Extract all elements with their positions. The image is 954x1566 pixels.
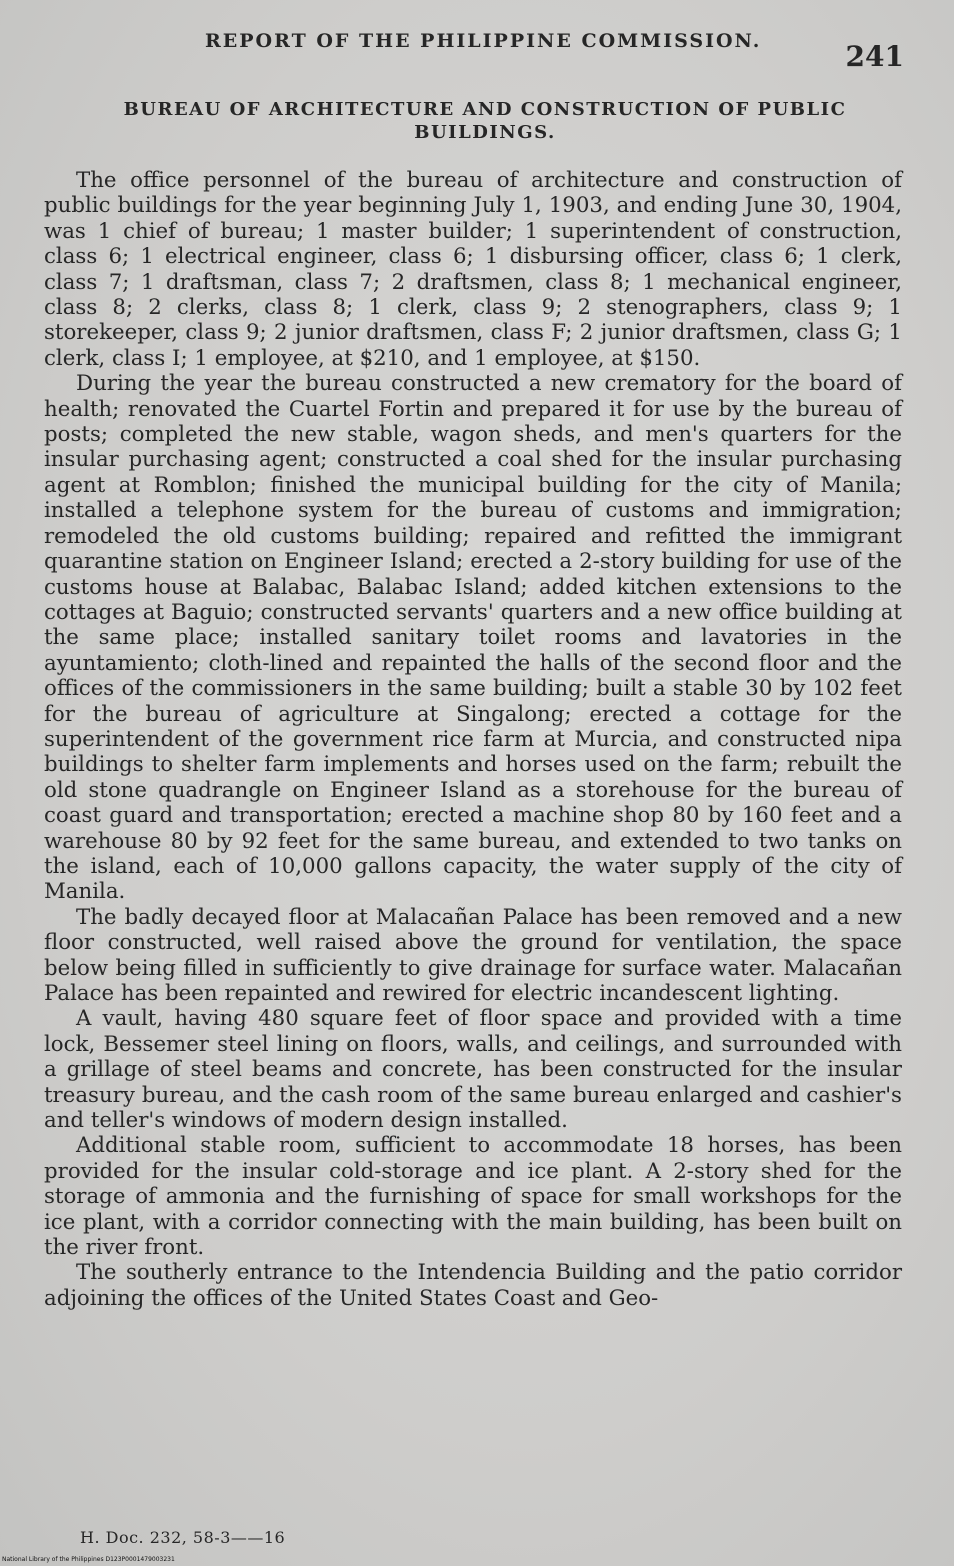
paragraph-intendencia: The southerly entrance to the Intendencia Building and the patio corridor adjoining the offices of the United States Coast and Geo- — [44, 1260, 902, 1311]
document-reference: H. Doc. 232, 58-3——16 — [80, 1528, 286, 1547]
section-title: BUREAU OF ARCHITECTURE AND CONSTRUCTION OF PUBLIC BUILDINGS. — [123, 99, 847, 143]
paragraph-ice-plant: Additional stable room, sufficient to accommodate 18 horses, has been provided for the insular cold-storage and ice plant. A 2-story shed for the storage of ammonia and the furnishing of space for small workshops for the ice plant, with a corridor connecting with the main building, has been built on the river front. — [44, 1133, 902, 1261]
page-number: 241 — [845, 40, 904, 73]
paragraph-construction-work: During the year the bureau constructed a new crematory for the board of health; renovated the Cuartel Fortin and prepared it for use by the bureau of posts; completed the new stable, wagon sheds, and men's quarters for the insular purchasing agent; constructed a coal shed for the insular purchasing agent at Romblon; finished the municipal building for the city of Manila; installed a telephone system for the bureau of customs and immigration; remodeled the old customs building; repaired and refitted the immigrant quarantine station on Engineer Island; erected a 2-story building for use of the customs house at Balabac, Balabac Island; added kitchen extensions to the cottages at Baguio; constructed servants' quarters and a new office building at the same place; installed sanitary toilet rooms and lavatories in the ayuntamiento; cloth-lined and repainted the halls of the second floor and the offices of the commissioners in the same building; built a stable 30 by 102 feet for the bureau of agriculture at Singalong; erected a cottage for the superintendent of the government rice farm at Murcia, and constructed nipa buildings to shelter farm implements and horses used on the farm; rebuilt the old stone quadrangle on Engineer Island as a storehouse for the bureau of coast guard and transportation; erected a machine shop 80 by 160 feet and a warehouse 80 by 92 feet for the same bureau, and extended to two tanks on the island, each of 10,000 gallons capacity, the water supply of the city of Manila. — [44, 371, 902, 905]
body-text — [44, 168, 902, 1311]
paragraph-treasury-vault: A vault, having 480 square feet of floor space and provided with a time lock, Bessemer steel lining on floors, walls, and ceilings, and surrounded with a grillage of steel beams and concrete, has been constructed for the insular treasury bureau, and the cash room of the same bureau enlarged and cashier's and teller's windows of modern design installed. — [44, 1006, 902, 1134]
running-head: REPORT OF THE PHILIPPINE COMMISSION. — [205, 30, 762, 52]
scan-credit: National Library of the Philippines D123P0001479003231 — [2, 1556, 175, 1563]
paragraph-malacanan-palace: The badly decayed floor at Malacañan Palace has been removed and a new floor constructed, well raised above the ground for ventilation, the space below being filled in sufficiently to give drainage for surface water. Malacañan Palace has been repainted and rewired for electric incandescent lighting. — [44, 904, 902, 1006]
paragraph-personnel: The office personnel of the bureau of architecture and construction of public buildings for the year beginning July 1, 1903, and ending June 30, 1904, was 1 chief of bureau; 1 master builder; 1 superintendent of construction, class 6; 1 electrical engineer, class 6; 1 disbursing officer, class 6; 1 clerk, class 7; 1 draftsman, class 7; 2 draftsmen, class 8; 1 mechanical engineer, class 8; 2 clerks, class 8; 1 clerk, class 9; 2 stenographers, class 9; 1 storekeeper, class 9; 2 junior draftsmen, class F; 2 junior draftsmen, class G; 1 clerk, class I; 1 employee, at $210, and 1 employee, at $150. — [44, 168, 902, 371]
